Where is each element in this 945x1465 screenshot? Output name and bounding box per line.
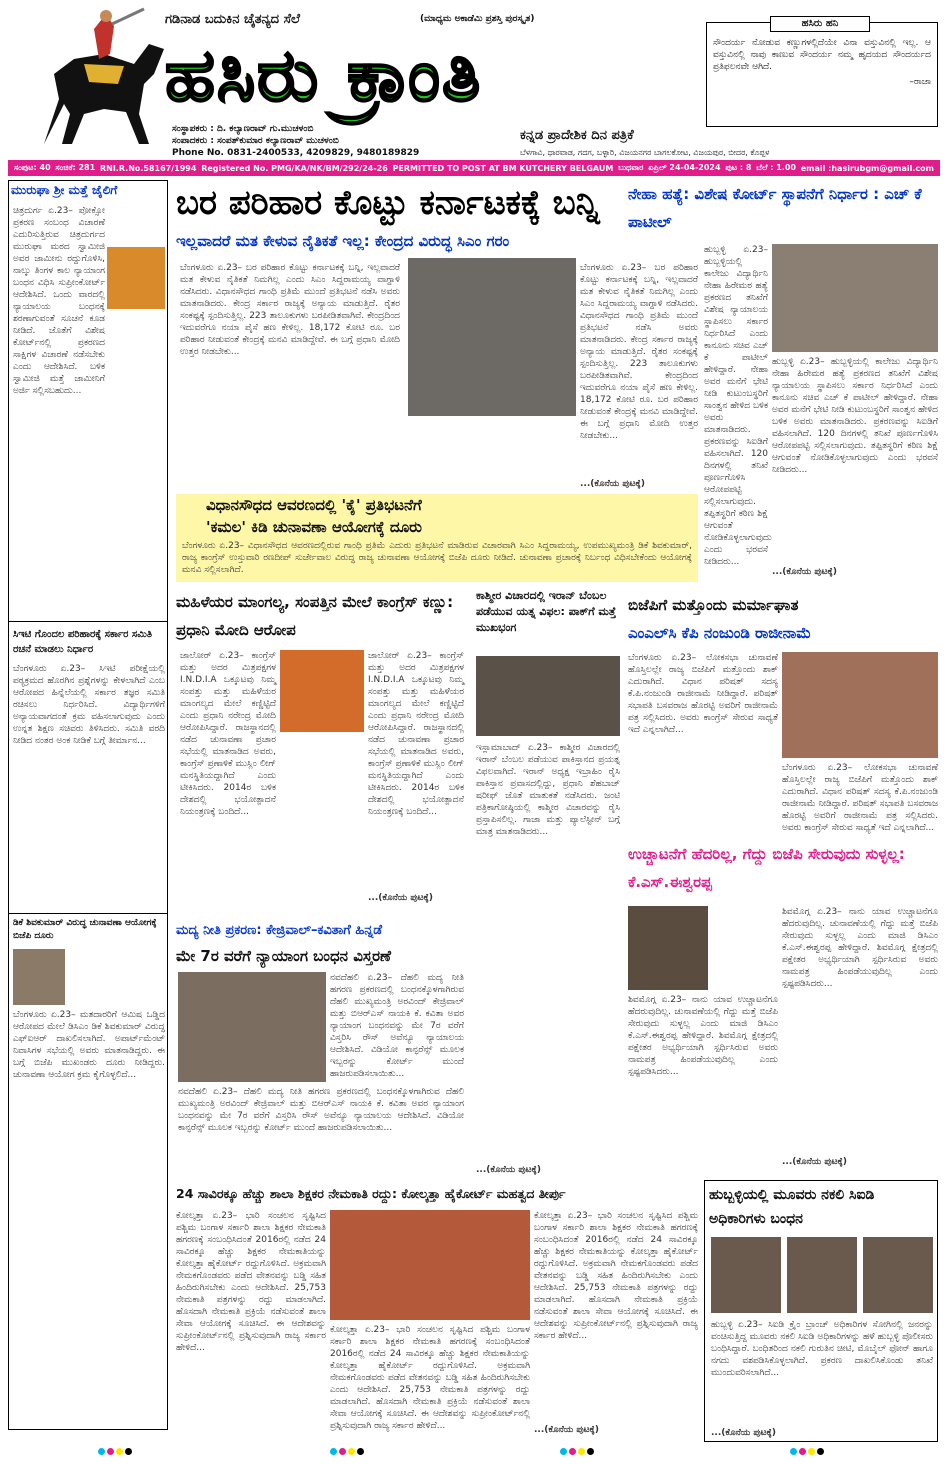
kashmir-photo [476,656,620,736]
accused-photo-3 [863,1237,933,1313]
cid-credit: ...(ಕೊನೆಯ ಪುಟಕ್ಕೆ) [711,1428,776,1438]
dks-headline: ಡಿಕೆ ಶಿವಕುಮಾರ್ ವಿರುದ್ಧ ಚುನಾವಣಾ ಆಯೋಗಕ್ಕೆ ಬಿಜೆಪಿ ದೂರು [13,918,157,941]
kashmir-headline: ಕಾಶ್ಮೀರ ವಿಚಾರದಲ್ಲಿ ಇರಾನ್ ಬೆಂಬಲ ಪಡೆಯುವ ಯತ್ನ ವಿಫಲ: ಪಾಕ್‌ಗೆ ಮತ್ತೆ ಮುಖಭಂಗ [476,589,617,634]
high-court-photo [330,1210,530,1320]
modi-story [176,588,466,908]
modi-headline: ಮಹಿಳೆಯರ ಮಾಂಗಲ್ಯ, ಸಂಪತ್ತಿನ ಮೇಲೆ ಕಾಂಗ್ರೆಸ್ ಕಣ್ಣು: ಪ್ರಧಾನಿ ಮೋದಿ ಆರೋಪ [176,593,454,639]
info-rni: RNI.R.No.58167/1994 [99,163,197,173]
bjp-headline: ಬಿಜೆಪಿಗೆ ಮತ್ತೊಂದು ಮರ್ಮಾಘಾತ [628,596,799,614]
eshwarappa-body-continued: ಶಿವಮೊಗ್ಗ ಏ.23– ನಾನು ಯಾವ ಉಚ್ಚಾಟನೆಗೂ ಹೆದರುವುದಿಲ್ಲ. ಚುನಾವಣೆಯಲ್ಲಿ ಗೆದ್ದು ಮತ್ತೆ ಬಿಜೆಪಿ ಸೇರುವುದು ಸುಳ್ಳಲ್ಲ ಎಂದು ಮಾಜಿ ಡಿಸಿಎಂ ಕೆ.ಎಸ್.ಈಶ್ವರಪ್ಪ ಹೇಳಿದ್ದಾರೆ. ಶಿವಮೊಗ್ಗ ಕ್ಷೇತ್ರದಲ್ಲಿ ಪಕ್ಷೇತರ ಅಭ್ಯರ್ಥಿಯಾಗಿ ಸ್ಪರ್ಧಿಸಿರುವ ಅವರು ನಾಮಪತ್ರ ಹಿಂಪಡೆಯುವುದಿಲ್ಲ ಎಂದು ಸ್ಪಷ್ಟಪಡಿಸಿದರು... [782,907,938,989]
quote-text: ಸೌಂದರ್ಯ ನೋಡುವ ಕಣ್ಣುಗಳಲ್ಲಿದೆಯೇ ವಿನಾ ವಸ್ತುವಿನಲ್ಲಿ ಇಲ್ಲ. ಆ ವಸ್ತುವಿನಲ್ಲಿ ನಾವು ಕಾಣುವ ಸೌಂದರ್ಯ ನಮ್ಮ ಹೃದಯದ ಸೌಂದರ್ಯದ ಪ್ರತಿಫಲನವೇ ಆಗಿದೆ. [713,38,931,72]
info-issue: ಸಂಚಿಕೆ: 281 [55,163,96,172]
bjp-body: ಬೆಂಗಳೂರು ಏ.23– ಲೋಕಸಭಾ ಚುನಾವಣೆ ಹೊಸ್ತಿಲಲ್ಲೇ ರಾಜ್ಯ ಬಿಜೆಪಿಗೆ ಮತ್ತೊಂದು ಶಾಕ್ ಎದುರಾಗಿದೆ. ವಿಧಾನ ಪರಿಷತ್ ಸದಸ್ಯ ಕೆ.ಪಿ.ನಂಜುಂಡಿ ರಾಜೀನಾಮೆ ನೀಡಿದ್ದಾರೆ. ಪರಿಷತ್ ಸಭಾಪತಿ ಬಸವರಾಜ ಹೊರಟ್ಟಿ ಅವರಿಗೆ ರಾಜೀನಾಮೆ ಪತ್ರ ಸಲ್ಲಿಸಿದರು. ಅವರು ಕಾಂಗ್ರೆಸ್ ಸೇರುವ ಸಾಧ್ಯತೆ ಇದೆ ಎನ್ನಲಾಗಿದೆ... [628,653,778,735]
neha-photo [772,244,938,352]
kashmir-story [474,588,622,1178]
teachers-headline: 24 ಸಾವಿರಕ್ಕೂ ಹೆಚ್ಚು ಶಾಲಾ ಶಿಕ್ಷಕರ ನೇಮಕಾತಿ ರದ್ದು: ಕೋಲ್ಕತ್ತಾ ಹೈಕೋರ್ಟ್ ಮಹತ್ವದ ತೀರ್ಪು [176,1186,566,1201]
masthead-phone: Phone No. 0831-2400533, 4209829, 9480189829 [172,148,420,158]
horse-rider-logo-icon [14,4,174,154]
neha-body-continued: ಹುಬ್ಬಳ್ಳಿ ಏ.23– ಹುಬ್ಬಳ್ಳಿಯಲ್ಲಿ ಕಾಲೇಜು ವಿದ್ಯಾರ್ಥಿನಿ ನೇಹಾ ಹಿರೇಮಠ ಹತ್ಯೆ ಪ್ರಕರಣದ ತನಿಖೆಗೆ ವಿಶೇಷ ನ್ಯಾಯಾಲಯ ಸ್ಥಾಪಿಸಲು ಸರ್ಕಾರ ನಿರ್ಧರಿಸಿದೆ ಎಂದು ಕಾನೂನು ಸಚಿವ ಎಚ್ ಕೆ ಪಾಟೀಲ್ ಹೇಳಿದ್ದಾರೆ. ನೇಹಾ ಅವರ ಮನೆಗೆ ಭೇಟಿ ನೀಡಿ ಕುಟುಂಬಸ್ಥರಿಗೆ ಸಾಂತ್ವನ ಹೇಳಿದ ಬಳಿಕ ಅವರು ಮಾತನಾಡಿದರು. ಪ್ರಕರಣವನ್ನು ಸಿಐಡಿಗೆ ವಹಿಸಲಾಗಿದೆ. 120 ದಿನಗಳಲ್ಲಿ ತನಿಖೆ ಪೂರ್ಣಗೊಳಿಸಿ ಆರೋಪಪಟ್ಟಿ ಸಲ್ಲಿಸಲಾಗುವುದು. ತಪ್ಪಿತಸ್ಥರಿಗೆ ಕಠಿಣ ಶಿಕ್ಷೆ ಆಗುವಂತೆ ನೋಡಿಕೊಳ್ಳಲಾಗುವುದು ಎಂದು ಭರವಸೆ ನೀಡಿದರು... [772,357,938,475]
masthead-editor: ಸಂಪಾದಕರು : ಸಂಪತ್‌ಕುಮಾರ ಕಲ್ಯಾಣರಾವ್ ಮುಚಳಂಬಿ [172,136,339,146]
vidhana-story [176,494,698,582]
sidebar-divider [9,621,167,622]
eshwarappa-body: ಶಿವಮೊಗ್ಗ ಏ.23– ನಾನು ಯಾವ ಉಚ್ಚಾಟನೆಗೂ ಹೆದರುವುದಿಲ್ಲ. ಚುನಾವಣೆಯಲ್ಲಿ ಗೆದ್ದು ಮತ್ತೆ ಬಿಜೆಪಿ ಸೇರುವುದು ಸುಳ್ಳಲ್ಲ ಎಂದು ಮಾಜಿ ಡಿಸಿಎಂ ಕೆ.ಎಸ್.ಈಶ್ವರಪ್ಪ ಹೇಳಿದ್ದಾರೆ. ಶಿವಮೊಗ್ಗ ಕ್ಷೇತ್ರದಲ್ಲಿ ಪಕ್ಷೇತರ ಅಭ್ಯರ್ಥಿಯಾಗಿ ಸ್ಪರ್ಧಿಸಿರುವ ಅವರು ನಾಮಪತ್ರ ಹಿಂಪಡೆಯುವುದಿಲ್ಲ ಎಂದು ಸ್ಪಷ್ಟಪಡಿಸಿದರು... [628,995,778,1077]
left-sidebar [8,180,168,1430]
kashmir-body: ಇಸ್ಲಾಮಾಬಾದ್ ಏ.23– ಕಾಶ್ಮೀರ ವಿಚಾರದಲ್ಲಿ ಇರಾನ್ ಬೆಂಬಲ ಪಡೆಯುವ ಪಾಕಿಸ್ತಾನದ ಪ್ರಯತ್ನ ವಿಫಲವಾಗಿದೆ. ಇರಾನ್ ಅಧ್ಯಕ್ಷ ಇಬ್ರಾಹಿಂ ರೈಸಿ ಪಾಕಿಸ್ತಾನ ಪ್ರವಾಸದಲ್ಲಿದ್ದು, ಪ್ರಧಾನಿ ಶೆಹಬಾಜ್ ಷರೀಫ್ ಜೊತೆ ಮಾತುಕತೆ ನಡೆಸಿದರು. ಜಂಟಿ ಪತ್ರಿಕಾಗೋಷ್ಠಿಯಲ್ಲಿ ಕಾಶ್ಮೀರ ವಿಚಾರವನ್ನು ರೈಸಿ ಪ್ರಸ್ತಾಪಿಸಲಿಲ್ಲ. ಗಾಜಾ ಮತ್ತು ಪ್ಯಾಲೆಸ್ಟೀನ್ ಬಗ್ಗೆ ಮಾತ್ರ ಮಾತನಾಡಿದರು... [476,743,620,837]
masthead-descriptor: ಕನ್ನಡ ಪ್ರಾದೇಶಿಕ ದಿನ ಪತ್ರಿಕೆ [520,128,634,143]
info-permit: PERMITTED TO POST AT BM KUTCHERY BELGAUM [392,163,614,173]
masthead-title: ಹಸಿರು ಕ್ರಾಂತಿ [165,33,483,117]
modi-credit: ...(ಕೊನೆಯ ಪುಟಕ್ಕೆ) [368,893,433,903]
lead-photo [408,258,576,416]
info-email: email :hasirubgm@gmail.com [800,163,934,173]
info-day: ಬುಧವಾರ [618,163,644,172]
kejriwal-photo [178,972,326,1082]
teachers-body: ಕೋಲ್ಕತ್ತಾ ಏ.23– ಭಾರಿ ಸಂಚಲನ ಸೃಷ್ಟಿಸಿದ ಪಶ್ಚಿಮ ಬಂಗಾಳ ಸರ್ಕಾರಿ ಶಾಲಾ ಶಿಕ್ಷಕರ ನೇಮಕಾತಿ ಹಗರಣಕ್ಕೆ ಸಂಬಂಧಿಸಿದಂತೆ 2016ರಲ್ಲಿ ನಡೆದ 24 ಸಾವಿರಕ್ಕೂ ಹೆಚ್ಚು ಶಿಕ್ಷಕರ ನೇಮಕಾತಿಯನ್ನು ಕೋಲ್ಕತ್ತಾ ಹೈಕೋರ್ಟ್ ರದ್ದುಗೊಳಿಸಿದೆ. ಅಕ್ರಮವಾಗಿ ನೇಮಕಗೊಂಡವರು ಪಡೆದ ವೇತನವನ್ನು ಬಡ್ಡಿ ಸಹಿತ ಹಿಂದಿರುಗಿಸಬೇಕು ಎಂದು ಆದೇಶಿಸಿದೆ. 25,753 ನೇಮಕಾತಿ ಪತ್ರಗಳನ್ನು ರದ್ದು ಮಾಡಲಾಗಿದೆ. ಹೊಸದಾಗಿ ನೇಮಕಾತಿ ಪ್ರಕ್ರಿಯೆ ನಡೆಸುವಂತೆ ಶಾಲಾ ಸೇವಾ ಆಯೋಗಕ್ಕೆ ಸೂಚಿಸಿದೆ. ಈ ಆದೇಶವನ್ನು ಸುಪ್ರೀಂಕೋರ್ಟ್‌ನಲ್ಲಿ ಪ್ರಶ್ನಿಸುವುದಾಗಿ ರಾಜ್ಯ ಸರ್ಕಾರ ಹೇಳಿದೆ... [176,1211,326,1353]
info-registered: Registered No. PMG/KA/NK/BM/292/24-26 [201,163,388,173]
registration-marks-icon [330,1448,364,1455]
lead-headline: ಬರ ಪರಿಹಾರ ಕೊಟ್ಟು ಕರ್ನಾಟಕಕ್ಕೆ ಬನ್ನಿ [176,183,600,223]
lead-credit: ...(ಕೊನೆಯ ಪುಟಕ್ಕೆ) [580,479,645,489]
masthead-award: (ಮಾಧ್ಯಮ ಅಕಾಡೆಮಿ ಪ್ರಶಸ್ತಿ ಪುರಸ್ಕೃತ) [420,14,535,24]
registration-marks-icon [560,1448,594,1455]
cet-headline: ಸಿಇಟಿ ಗೊಂದಲ ಪರಿಹಾರಕ್ಕೆ ಸರ್ಕಾರ ಸಮಿತಿ ರಚನೆ ಮಾಡಲು ನಿರ್ಧಾರ [13,629,153,655]
lead-body-continued: ಬೆಂಗಳೂರು ಏ.23– ಬರ ಪರಿಹಾರ ಕೊಟ್ಟು ಕರ್ನಾಟಕಕ್ಕೆ ಬನ್ನಿ, ಇಲ್ಲವಾದರೆ ಮತ ಕೇಳುವ ನೈತಿಕತೆ ನಿಮಗಿಲ್ಲ ಎಂದು ಸಿಎಂ ಸಿದ್ದರಾಮಯ್ಯ ವಾಗ್ದಾಳಿ ನಡೆಸಿದರು. ವಿಧಾನಸೌಧದ ಗಾಂಧಿ ಪ್ರತಿಮೆ ಮುಂದೆ ಪ್ರತಿಭಟನೆ ನಡೆಸಿ ಅವರು ಮಾತನಾಡಿದರು. ಕೇಂದ್ರ ಸರ್ಕಾರ ರಾಜ್ಯಕ್ಕೆ ಅನ್ಯಾಯ ಮಾಡುತ್ತಿದೆ. ರೈತರ ಸಂಕಷ್ಟಕ್ಕೆ ಸ್ಪಂದಿಸುತ್ತಿಲ್ಲ. 223 ತಾಲೂಕುಗಳು ಬರಪೀಡಿತವಾಗಿವೆ. ಕೇಂದ್ರದಿಂದ ಇದುವರೆಗೂ ನಯಾ ಪೈಸೆ ಹಣ ಕೇಳಿಲ್ಲ. 18,172 ಕೋಟಿ ರೂ. ಬರ ಪರಿಹಾರ ನೀಡುವಂತೆ ಕೇಂದ್ರಕ್ಕೆ ಮನವಿ ಮಾಡಿದ್ದೇವೆ. ಈ ಬಗ್ಗೆ ಪ್ರಧಾನಿ ಮೋದಿ ಉತ್ತರ ನೀಡಬೇಕು... [580,263,698,441]
kejriwal-headline: ಮದ್ಯ ನೀತಿ ಪ್ರಕರಣ: ಕೇಜ್ರಿವಾಲ್–ಕವಿತಾಗೆ ಹಿನ್ನಡೆ [176,923,383,938]
masthead-founder: ಸಂಸ್ಥಾಪಕರು : ದಿ. ಕಲ್ಯಾಣರಾವ್ ಗು.ಮುಚಳಂಬಿ [172,124,314,134]
vidhana-subhead: 'ಕಮಲ' ಕಿಡಿ ಚುನಾವಣಾ ಆಯೋಗಕ್ಕೆ ದೂರು [206,518,422,536]
quote-box [706,22,938,127]
neha-credit: ...(ಕೊನೆಯ ಪುಟಕ್ಕೆ) [772,567,837,577]
vidhana-body: ಬೆಂಗಳೂರು ಏ.23– ವಿಧಾನಸೌಧದ ಆವರಣದಲ್ಲಿರುವ ಗಾಂಧಿ ಪ್ರತಿಮೆ ಎದುರು ಪ್ರತಿಭಟನೆ ಮಾಡಿರುವ ವಿಚಾರವಾಗಿ ಸಿಎಂ ಸಿದ್ದರಾಮಯ್ಯ, ಉಪಮುಖ್ಯಮಂತ್ರಿ ಡಿಕೆ ಶಿವಕುಮಾರ್, ರಾಜ್ಯ ಕಾಂಗ್ರೆಸ್ ಉಸ್ತುವಾರಿ ರಣದೀಪ್ ಸುರ್ಜೇವಾಲ ವಿರುದ್ಧ ರಾಜ್ಯ ಚುನಾವಣಾ ಆಯೋಗಕ್ಕೆ ಬಿಜೆಪಿ ದೂರು ನೀಡಿದೆ. ಚುನಾವಣಾ ಪ್ರಚಾರಕ್ಕೆ ನಿರ್ಬಂಧ ವಿಧಿಸಬೇಕೆಂದು ಆಯೋಗಕ್ಕೆ ಮನವಿ ಸಲ್ಲಿಸಲಾಗಿದೆ. [182,541,692,575]
quote-box-header: ಹಸಿರು ಹನಿ [770,16,870,32]
cid-story [704,1180,938,1442]
mutt-headline: ಮುರುಘಾ ಶ್ರೀ ಮತ್ತೆ ಜೈಲಿಗೆ [11,183,118,197]
kejriwal-body-continued: ನವದೆಹಲಿ ಏ.23– ದೆಹಲಿ ಮದ್ಯ ನೀತಿ ಹಗರಣ ಪ್ರಕರಣದಲ್ಲಿ ಬಂಧನಕ್ಕೊಳಗಾಗಿರುವ ದೆಹಲಿ ಮುಖ್ಯಮಂತ್ರಿ ಅರವಿಂದ್ ಕೇಜ್ರಿವಾಲ್ ಮತ್ತು ಬಿಆರ್‌ಎಸ್ ನಾಯಕಿ ಕೆ. ಕವಿತಾ ಅವರ ನ್ಯಾಯಾಂಗ ಬಂಧನವನ್ನು ಮೇ 7ರ ವರೆಗೆ ವಿಸ್ತರಿಸಿ ರೌಸ್ ಅವೆನ್ಯೂ ನ್ಯಾಯಾಲಯ ಆದೇಶಿಸಿದೆ. ವಿಡಿಯೋ ಕಾನ್ಫರೆನ್ಸ್ ಮೂಲಕ ಇಬ್ಬರನ್ನು ಕೋರ್ಟ್ ಮುಂದೆ ಹಾಜರುಪಡಿಸಲಾಯಿತು... [178,1087,464,1133]
bjp-story [628,592,938,832]
kejriwal-body: ನವದೆಹಲಿ ಏ.23– ದೆಹಲಿ ಮದ್ಯ ನೀತಿ ಹಗರಣ ಪ್ರಕರಣದಲ್ಲಿ ಬಂಧನಕ್ಕೊಳಗಾಗಿರುವ ದೆಹಲಿ ಮುಖ್ಯಮಂತ್ರಿ ಅರವಿಂದ್ ಕೇಜ್ರಿವಾಲ್ ಮತ್ತು ಬಿಆರ್‌ಎಸ್ ನಾಯಕಿ ಕೆ. ಕವಿತಾ ಅವರ ನ್ಯಾಯಾಂಗ ಬಂಧನವನ್ನು ಮೇ 7ರ ವರೆಗೆ ವಿಸ್ತರಿಸಿ ರೌಸ್ ಅವೆನ್ಯೂ ನ್ಯಾಯಾಲಯ ಆದೇಶಿಸಿದೆ. ವಿಡಿಯೋ ಕಾನ್ಫರೆನ್ಸ್ ಮೂಲಕ ಇಬ್ಬರನ್ನು ಕೋರ್ಟ್ ಮುಂದೆ ಹಾಜರುಪಡಿಸಲಾಯಿತು... [330,973,464,1079]
kejriwal-subhead: ಮೇ 7ರ ವರೆಗೆ ನ್ಯಾಯಾಂಗ ಬಂಧನ ವಿಸ್ತರಣೆ [176,947,391,965]
dks-photo [13,949,65,1005]
teachers-credit: ...(ಕೊನೆಯ ಪುಟಕ್ಕೆ) [534,1425,599,1435]
accused-photo-1 [711,1237,781,1313]
info-bar [8,160,940,176]
info-price: ಬೆಲೆ : 1.00 [756,163,796,172]
kashmir-credit: ...(ಕೊನೆಯ ಪುಟಕ್ಕೆ) [476,1165,541,1175]
eshwarappa-photo [628,906,708,990]
info-volume: ಸಂಪುಟ: 40 [14,163,51,172]
teachers-body-continued: ಕೋಲ್ಕತ್ತಾ ಏ.23– ಭಾರಿ ಸಂಚಲನ ಸೃಷ್ಟಿಸಿದ ಪಶ್ಚಿಮ ಬಂಗಾಳ ಸರ್ಕಾರಿ ಶಾಲಾ ಶಿಕ್ಷಕರ ನೇಮಕಾತಿ ಹಗರಣಕ್ಕೆ ಸಂಬಂಧಿಸಿದಂತೆ 2016ರಲ್ಲಿ ನಡೆದ 24 ಸಾವಿರಕ್ಕೂ ಹೆಚ್ಚು ಶಿಕ್ಷಕರ ನೇಮಕಾತಿಯನ್ನು ಕೋಲ್ಕತ್ತಾ ಹೈಕೋರ್ಟ್ ರದ್ದುಗೊಳಿಸಿದೆ. ಅಕ್ರಮವಾಗಿ ನೇಮಕಗೊಂಡವರು ಪಡೆದ ವೇತನವನ್ನು ಬಡ್ಡಿ ಸಹಿತ ಹಿಂದಿರುಗಿಸಬೇಕು ಎಂದು ಆದೇಶಿಸಿದೆ. 25,753 ನೇಮಕಾತಿ ಪತ್ರಗಳನ್ನು ರದ್ದು ಮಾಡಲಾಗಿದೆ. ಹೊಸದಾಗಿ ನೇಮಕಾತಿ ಪ್ರಕ್ರಿಯೆ ನಡೆಸುವಂತೆ ಶಾಲಾ ಸೇವಾ ಆಯೋಗಕ್ಕೆ ಸೂಚಿಸಿದೆ. ಈ ಆದೇಶವನ್ನು ಸುಪ್ರೀಂಕೋರ್ಟ್‌ನಲ್ಲಿ ಪ್ರಶ್ನಿಸುವುದಾಗಿ ರಾಜ್ಯ ಸರ್ಕಾರ ಹೇಳಿದೆ... [534,1211,698,1341]
bjp-body-continued: ಬೆಂಗಳೂರು ಏ.23– ಲೋಕಸಭಾ ಚುನಾವಣೆ ಹೊಸ್ತಿಲಲ್ಲೇ ರಾಜ್ಯ ಬಿಜೆಪಿಗೆ ಮತ್ತೊಂದು ಶಾಕ್ ಎದುರಾಗಿದೆ. ವಿಧಾನ ಪರಿಷತ್ ಸದಸ್ಯ ಕೆ.ಪಿ.ನಂಜುಂಡಿ ರಾಜೀನಾಮೆ ನೀಡಿದ್ದಾರೆ. ಪರಿಷತ್ ಸಭಾಪತಿ ಬಸವರಾಜ ಹೊರಟ್ಟಿ ಅವರಿಗೆ ರಾಜೀನಾಮೆ ಪತ್ರ ಸಲ್ಲಿಸಿದರು. ಅವರು ಕಾಂಗ್ರೆಸ್ ಸೇರುವ ಸಾಧ್ಯತೆ ಇದೆ ಎನ್ನಲಾಗಿದೆ... [782,763,938,833]
bjp-subhead: ಎಂಎಲ್‌ಸಿ ಕೆಪಿ ನಂಜುಂಡಿ ರಾಜೀನಾಮೆ [628,624,812,642]
teachers-story [176,1182,698,1440]
neha-headline: ನೇಹಾ ಹತ್ಯೆ: ವಿಶೇಷ ಕೋರ್ಟ್ ಸ್ಥಾಪನೆಗೆ ನಿರ್ಧಾರ : ಎಚ್ ಕೆ ಪಾಟೀಲ್ [628,185,922,231]
masthead-tagline: ಗಡಿನಾಡ ಬದುಕಿನ ಚೈತನ್ಯದ ಸೆಲೆ [165,12,300,27]
neha-story [628,180,938,580]
modi-body-continued: ಜಾಲೋರ್ ಏ.23– ಕಾಂಗ್ರೆಸ್ ಮತ್ತು ಅದರ ಮಿತ್ರಪಕ್ಷಗಳ I.N.D.I.A ಒಕ್ಕೂಟವು ನಿಮ್ಮ ಸಂಪತ್ತು ಮತ್ತು ಮಹಿಳೆಯರ ಮಾಂಗಲ್ಯದ ಮೇಲೆ ಕಣ್ಣಿಟ್ಟಿದೆ ಎಂದು ಪ್ರಧಾನಿ ನರೇಂದ್ರ ಮೋದಿ ಆರೋಪಿಸಿದ್ದಾರೆ. ರಾಜಸ್ಥಾನದಲ್ಲಿ ನಡೆದ ಚುನಾವಣಾ ಪ್ರಚಾರ ಸಭೆಯಲ್ಲಿ ಮಾತನಾಡಿದ ಅವರು, ಕಾಂಗ್ರೆಸ್ ಪ್ರಣಾಳಿಕೆ ಮುಸ್ಲಿಂ ಲೀಗ್ ಮನಸ್ಥಿತಿಯದ್ದಾಗಿದೆ ಎಂದು ಟೀಕಿಸಿದರು. 2014ರ ಬಳಿಕ ದೇಶದಲ್ಲಿ ಭಯೋತ್ಪಾದನೆ ನಿಯಂತ್ರಣಕ್ಕೆ ಬಂದಿದೆ... [368,651,464,817]
mutt-body: ಚಿತ್ರದುರ್ಗ ಏ.23– ಪೋಕ್ಸೋ ಪ್ರಕರಣ ಸಂಬಂಧ ವಿಚಾರಣೆ ಎದುರಿಸುತ್ತಿರುವ ಚಿತ್ರದುರ್ಗದ ಮುರುಘಾ ಮಠದ ಸ್ವಾಮೀಜಿ ಅವರ ಜಾಮೀನು ರದ್ದುಗೊಳಿಸಿ, ನಾಲ್ಕು ತಿಂಗಳ ಕಾಲ ನ್ಯಾಯಾಂಗ ಬಂಧನ ವಿಧಿಸಿ ಸುಪ್ರೀಂಕೋರ್ಟ್ ಆದೇಶಿಸಿದೆ. ಒಂದು ವಾರದಲ್ಲಿ ನ್ಯಾಯಾಲಯ ಬಂಧನಕ್ಕೆ ಶರಣಾಗುವಂತೆ ಸೂಚನೆ ಕೂಡ ನೀಡಿದೆ. ಜೊತೆಗೆ ವಿಶೇಷ ಕೋರ್ಟ್‌ನಲ್ಲಿ ಪ್ರಕರಣದ ಸಾಕ್ಷಿಗಳ ವಿಚಾರಣೆ ನಡೆಸಬೇಕು ಎಂದು ಆದೇಶಿಸಿದೆ. ಬಳಿಕ ಸ್ವಾಮೀಜಿ ಮತ್ತೆ ಜಾಮೀನಿಗೆ ಅರ್ಜಿ ಸಲ್ಲಿಸಬಹುದು... [13,206,105,396]
modi-photo [280,650,364,732]
registration-marks-icon [98,1448,132,1455]
lead-body: ಬೆಂಗಳೂರು ಏ.23– ಬರ ಪರಿಹಾರ ಕೊಟ್ಟು ಕರ್ನಾಟಕಕ್ಕೆ ಬನ್ನಿ, ಇಲ್ಲವಾದರೆ ಮತ ಕೇಳುವ ನೈತಿಕತೆ ನಿಮಗಿಲ್ಲ ಎಂದು ಸಿಎಂ ಸಿದ್ದರಾಮಯ್ಯ ವಾಗ್ದಾಳಿ ನಡೆಸಿದರು. ವಿಧಾನಸೌಧದ ಗಾಂಧಿ ಪ್ರತಿಮೆ ಮುಂದೆ ಪ್ರತಿಭಟನೆ ನಡೆಸಿ ಅವರು ಮಾತನಾಡಿದರು. ಕೇಂದ್ರ ಸರ್ಕಾರ ರಾಜ್ಯಕ್ಕೆ ಅನ್ಯಾಯ ಮಾಡುತ್ತಿದೆ. ರೈತರ ಸಂಕಷ್ಟಕ್ಕೆ ಸ್ಪಂದಿಸುತ್ತಿಲ್ಲ. 223 ತಾಲೂಕುಗಳು ಬರಪೀಡಿತವಾಗಿವೆ. ಕೇಂದ್ರದಿಂದ ಇದುವರೆಗೂ ನಯಾ ಪೈಸೆ ಹಣ ಕೇಳಿಲ್ಲ. 18,172 ಕೋಟಿ ರೂ. ಬರ ಪರಿಹಾರ ನೀಡುವಂತೆ ಕೇಂದ್ರಕ್ಕೆ ಮನವಿ ಮಾಡಿದ್ದೇವೆ. ಈ ಬಗ್ಗೆ ಪ್ರಧಾನಿ ಮೋದಿ ಉತ್ತರ ನೀಡಬೇಕು... [180,263,400,357]
quote-author: –ರಾಜಾ [909,77,931,87]
eshwarappa-story [628,840,938,1170]
info-date: ಏಪ್ರಿಲ್ 24-04-2024 [648,163,721,172]
accused-photo-2 [787,1237,857,1313]
teachers-body-extra: ಕೋಲ್ಕತ್ತಾ ಏ.23– ಭಾರಿ ಸಂಚಲನ ಸೃಷ್ಟಿಸಿದ ಪಶ್ಚಿಮ ಬಂಗಾಳ ಸರ್ಕಾರಿ ಶಾಲಾ ಶಿಕ್ಷಕರ ನೇಮಕಾತಿ ಹಗರಣಕ್ಕೆ ಸಂಬಂಧಿಸಿದಂತೆ 2016ರಲ್ಲಿ ನಡೆದ 24 ಸಾವಿರಕ್ಕೂ ಹೆಚ್ಚು ಶಿಕ್ಷಕರ ನೇಮಕಾತಿಯನ್ನು ಕೋಲ್ಕತ್ತಾ ಹೈಕೋರ್ಟ್ ರದ್ದುಗೊಳಿಸಿದೆ. ಅಕ್ರಮವಾಗಿ ನೇಮಕಗೊಂಡವರು ಪಡೆದ ವೇತನವನ್ನು ಬಡ್ಡಿ ಸಹಿತ ಹಿಂದಿರುಗಿಸಬೇಕು ಎಂದು ಆದೇಶಿಸಿದೆ. 25,753 ನೇಮಕಾತಿ ಪತ್ರಗಳನ್ನು ರದ್ದು ಮಾಡಲಾಗಿದೆ. ಹೊಸದಾಗಿ ನೇಮಕಾತಿ ಪ್ರಕ್ರಿಯೆ ನಡೆಸುವಂತೆ ಶಾಲಾ ಸೇವಾ ಆಯೋಗಕ್ಕೆ ಸೂಚಿಸಿದೆ. ಈ ಆದೇಶವನ್ನು ಸುಪ್ರೀಂಕೋರ್ಟ್‌ನಲ್ಲಿ ಪ್ರಶ್ನಿಸುವುದಾಗಿ ರಾಜ್ಯ ಸರ್ಕಾರ ಹೇಳಿದೆ... [330,1325,530,1431]
cet-body: ಬೆಂಗಳೂರು ಏ.23– ಸಿಇಟಿ ಪರೀಕ್ಷೆಯಲ್ಲಿ ಪಠ್ಯಕ್ರಮದ ಹೊರಗಿನ ಪ್ರಶ್ನೆಗಳನ್ನು ಕೇಳಲಾಗಿದೆ ಎಂಬ ಆರೋಪದ ಹಿನ್ನೆಲೆಯಲ್ಲಿ ಸರ್ಕಾರ ತಜ್ಞರ ಸಮಿತಿ ರಚಿಸಲು ನಿರ್ಧರಿಸಿದೆ. ವಿದ್ಯಾರ್ಥಿಗಳಿಗೆ ಅನ್ಯಾಯವಾಗದಂತೆ ಕ್ರಮ ವಹಿಸಲಾಗುವುದು ಎಂದು ಉನ್ನತ ಶಿಕ್ಷಣ ಸಚಿವರು ತಿಳಿಸಿದರು. ಸಮಿತಿ ವರದಿ ನೀಡಿದ ನಂತರ ಅಂಕ ನೀಡಿಕೆ ಬಗ್ಗೆ ತೀರ್ಮಾನ... [13,664,165,746]
sidebar-divider [9,913,167,914]
neha-body: ಹುಬ್ಬಳ್ಳಿ ಏ.23– ಹುಬ್ಬಳ್ಳಿಯಲ್ಲಿ ಕಾಲೇಜು ವಿದ್ಯಾರ್ಥಿನಿ ನೇಹಾ ಹಿರೇಮಠ ಹತ್ಯೆ ಪ್ರಕರಣದ ತನಿಖೆಗೆ ವಿಶೇಷ ನ್ಯಾಯಾಲಯ ಸ್ಥಾಪಿಸಲು ಸರ್ಕಾರ ನಿರ್ಧರಿಸಿದೆ ಎಂದು ಕಾನೂನು ಸಚಿವ ಎಚ್ ಕೆ ಪಾಟೀಲ್ ಹೇಳಿದ್ದಾರೆ. ನೇಹಾ ಅವರ ಮನೆಗೆ ಭೇಟಿ ನೀಡಿ ಕುಟುಂಬಸ್ಥರಿಗೆ ಸಾಂತ್ವನ ಹೇಳಿದ ಬಳಿಕ ಅವರು ಮಾತನಾಡಿದರು. ಪ್ರಕರಣವನ್ನು ಸಿಐಡಿಗೆ ವಹಿಸಲಾಗಿದೆ. 120 ದಿನಗಳಲ್ಲಿ ತನಿಖೆ ಪೂರ್ಣಗೊಳಿಸಿ ಆರೋಪಪಟ್ಟಿ ಸಲ್ಲಿಸಲಾಗುವುದು. ತಪ್ಪಿತಸ್ಥರಿಗೆ ಕಠಿಣ ಶಿಕ್ಷೆ ಆಗುವಂತೆ ನೋಡಿಕೊಳ್ಳಲಾಗುವುದು ಎಂದು ಭರವಸೆ ನೀಡಿದರು... [704,245,772,567]
masthead [0,0,945,160]
modi-body: ಜಾಲೋರ್ ಏ.23– ಕಾಂಗ್ರೆಸ್ ಮತ್ತು ಅದರ ಮಿತ್ರಪಕ್ಷಗಳ I.N.D.I.A ಒಕ್ಕೂಟವು ನಿಮ್ಮ ಸಂಪತ್ತು ಮತ್ತು ಮಹಿಳೆಯರ ಮಾಂಗಲ್ಯದ ಮೇಲೆ ಕಣ್ಣಿಟ್ಟಿದೆ ಎಂದು ಪ್ರಧಾನಿ ನರೇಂದ್ರ ಮೋದಿ ಆರೋಪಿಸಿದ್ದಾರೆ. ರಾಜಸ್ಥಾನದಲ್ಲಿ ನಡೆದ ಚುನಾವಣಾ ಪ್ರಚಾರ ಸಭೆಯಲ್ಲಿ ಮಾತನಾಡಿದ ಅವರು, ಕಾಂಗ್ರೆಸ್ ಪ್ರಣಾಳಿಕೆ ಮುಸ್ಲಿಂ ಲೀಗ್ ಮನಸ್ಥಿತಿಯದ್ದಾಗಿದೆ ಎಂದು ಟೀಕಿಸಿದರು. 2014ರ ಬಳಿಕ ದೇಶದಲ್ಲಿ ಭಯೋತ್ಪಾದನೆ ನಿಯಂತ್ರಣಕ್ಕೆ ಬಂದಿದೆ... [180,651,276,817]
masthead-cities: ಬೆಳಗಾವಿ, ಧಾರವಾಡ, ಗದಗ, ಬಳ್ಳಾರಿ, ವಿಜಯನಗರ ಬಾಗಲಕೋಟ, ವಿಜಯಪುರ, ಬೀದರ, ಕೊಪ್ಪಳ [520,148,770,157]
eshwarappa-credit: ...(ಕೊನೆಯ ಪುಟಕ್ಕೆ) [782,1157,847,1167]
eshwarappa-headline: ಉಚ್ಚಾಟನೆಗೆ ಹೆದರಿಲ್ಲ, ಗೆದ್ದು ಬಿಜೆಪಿ ಸೇರುವುದು ಸುಳ್ಳಲ್ಲ: ಕೆ.ಎಸ್.ಈಶ್ವರಪ್ಪ [628,845,905,891]
cid-body: ಹುಬ್ಬಳ್ಳಿ ಏ.23– ಸಿಐಡಿ ಕ್ರೈಂ ಬ್ರಾಂಚ್ ಅಧಿಕಾರಿಗಳ ಸೋಗಿನಲ್ಲಿ ಜನರನ್ನು ವಂಚಿಸುತ್ತಿದ್ದ ಮೂವರು ನಕಲಿ ಸಿಐಡಿ ಅಧಿಕಾರಿಗಳನ್ನು ಹಳೆ ಹುಬ್ಬಳ್ಳಿ ಪೊಲೀಸರು ಬಂಧಿಸಿದ್ದಾರೆ. ಬಂಧಿತರಿಂದ ನಕಲಿ ಗುರುತಿನ ಚೀಟಿ, ಮೊಬೈಲ್ ಫೋನ್ ಹಾಗೂ ನಗದು ವಶಪಡಿಸಿಕೊಳ್ಳಲಾಗಿದೆ. ಪ್ರಕರಣ ದಾಖಲಿಸಿಕೊಂಡು ತನಿಖೆ ಮುಂದುವರಿಸಲಾಗಿದೆ... [711,1320,933,1378]
dks-body: ಬೆಂಗಳೂರು ಏ.23– ಮತದಾರರಿಗೆ ಆಮಿಷ ಒಡ್ಡಿದ ಆರೋಪದ ಮೇಲೆ ಡಿಸಿಎಂ ಡಿಕೆ ಶಿವಕುಮಾರ್ ವಿರುದ್ಧ ಎಫ್‌ಐಆರ್ ದಾಖಲಿಸಲಾಗಿದೆ. ಅಪಾರ್ಟ್‌ಮೆಂಟ್ ನಿವಾಸಿಗಳ ಸಭೆಯಲ್ಲಿ ಅವರು ಮಾತನಾಡಿದ್ದರು. ಈ ಬಗ್ಗೆ ಬಿಜೆಪಿ ಮುಖಂಡರು ದೂರು ನೀಡಿದ್ದರು. ಚುನಾವಣಾ ಆಯೋಗ ಕ್ರಮ ಕೈಗೊಳ್ಳಲಿದೆ... [13,1010,165,1080]
lead-subhead: ಇಲ್ಲವಾದರೆ ಮತ ಕೇಳುವ ನೈತಿಕತೆ ಇಲ್ಲ: ಕೇಂದ್ರದ ವಿರುದ್ಧ ಸಿಎಂ ಗರಂ [176,232,510,250]
vidhana-headline: ವಿಧಾನಸೌಧದ ಆವರಣದಲ್ಲಿ 'ಕೈ' ಪ್ರತಿಭಟನೆಗೆ [206,496,422,514]
cid-headline: ಹುಬ್ಬಳ್ಳಿಯಲ್ಲಿ ಮೂವರು ನಕಲಿ ಸಿಐಡಿ ಅಧಿಕಾರಿಗಳು ಬಂಧನ [709,1187,875,1227]
bjp-photo [782,652,938,758]
registration-marks-icon [790,1448,824,1455]
swamiji-photo [107,247,165,309]
kejriwal-story [176,918,466,1180]
info-pages: ಪುಟ : 8 [725,163,752,172]
